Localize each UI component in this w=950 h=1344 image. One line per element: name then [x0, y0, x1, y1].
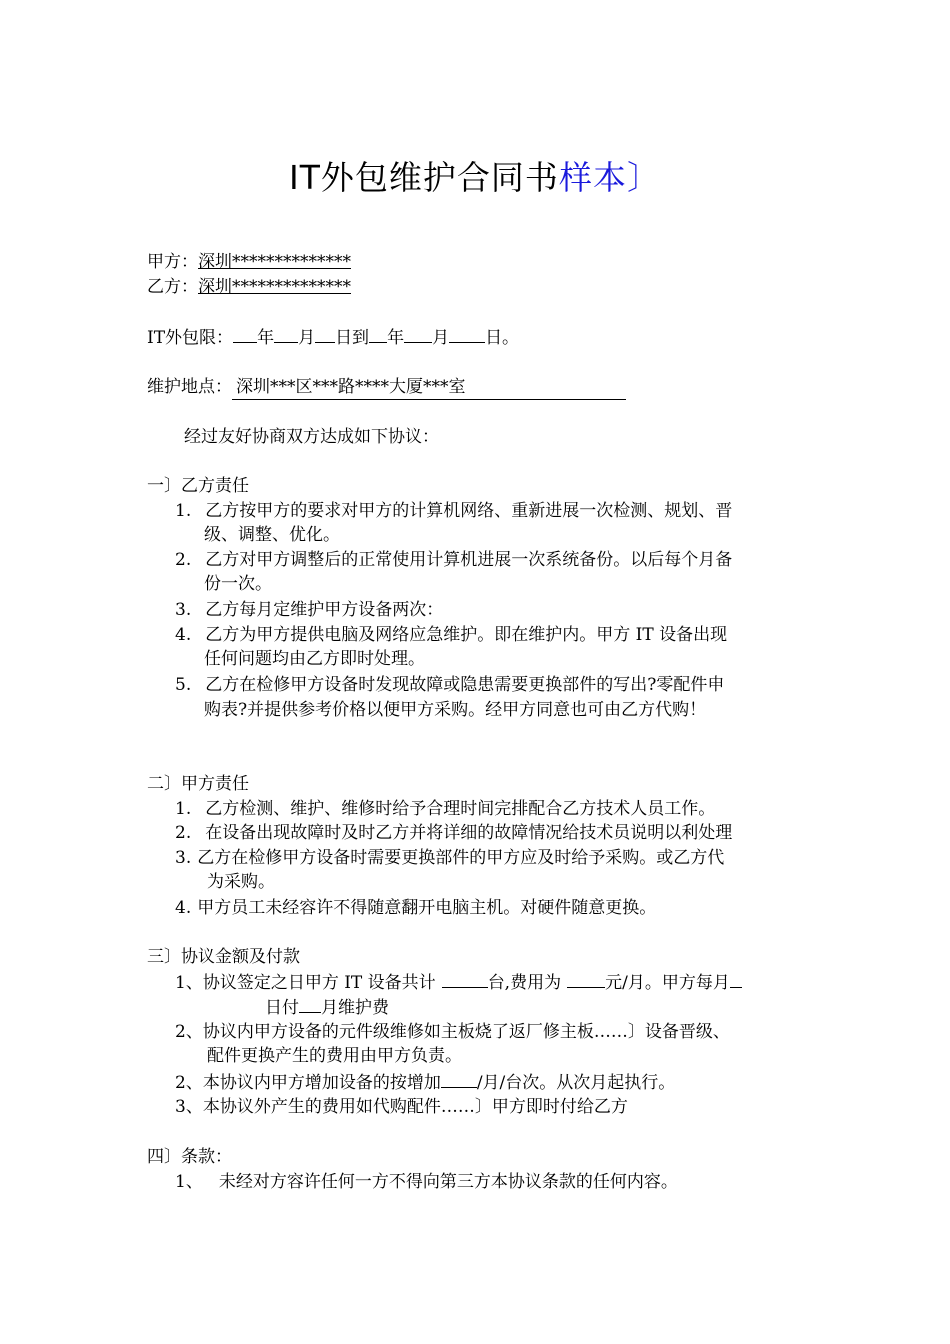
item-number: 2. [175, 823, 192, 843]
section1-item-1-cont: 级、调整、优化。 [204, 525, 340, 545]
item-number: 1、 [175, 1172, 203, 1192]
section1-item-5-cont: 购表?并提供参考价格以便甲方采购。经甲方同意也可由乙方代购！ [204, 700, 707, 720]
item-text: 乙方在检修甲方设备时发现故障或隐患需要更换部件的写出?零配件申 [205, 675, 725, 695]
intro-text: 经过友好协商双方达成如下协议： [184, 427, 439, 447]
section4-heading: 四〕条款： [147, 1147, 232, 1167]
section3-item-2: 2、协议内甲方设备的元件级维修如主板烧了返厂修主板……〕设备晋级、 [175, 1022, 730, 1042]
title-main: IT外包维护合同书 [289, 158, 559, 197]
party-b-line [147, 275, 351, 299]
item-text: 乙方检测、维护、维修时给予合理时间完排配合乙方技术人员工作。 [205, 799, 716, 819]
blank-field [730, 970, 742, 988]
item-text: 乙方每月定维护甲方设备两次： [205, 600, 444, 620]
section2-item-3 [175, 846, 724, 870]
section3-item-1 [175, 970, 742, 995]
item-number: 1. [175, 501, 192, 521]
party-b-name: 深圳************** [198, 277, 351, 297]
term-year: 年 [257, 328, 275, 348]
blank-field [299, 995, 321, 1013]
section3-item-3 [175, 1070, 675, 1095]
party-a-line [147, 250, 351, 274]
item-number: 4. [175, 898, 192, 918]
document-title [0, 152, 950, 199]
item-text: 甲方员工未经容许不得随意翻开电脑主机。对硬件随意更换。 [197, 898, 657, 918]
party-b-label: 乙方： [147, 277, 198, 297]
blank-field [442, 970, 488, 988]
item-number: 5. [175, 675, 192, 695]
item-text: 未经对方容许任何一方不得向第三方本协议条款的任何内容。 [218, 1172, 678, 1192]
section1-heading: 一〕乙方责任 [147, 476, 249, 496]
blank-field [441, 1070, 477, 1088]
item-number: 2. [175, 550, 192, 570]
item-text: 在设备出现故障时及时乙方并将详细的故障情况给技术员说明以利处理 [205, 823, 733, 843]
section1-item-1 [175, 499, 732, 523]
blank-field [233, 325, 257, 343]
section1-item-3 [175, 598, 443, 622]
blank-field [369, 325, 387, 343]
blank-field [449, 325, 485, 343]
blank-field [315, 325, 335, 343]
section1-item-5 [175, 673, 724, 697]
item-text: 台,费用为 [487, 973, 562, 993]
item-text: 乙方在检修甲方设备时需要更换部件的甲方应及时给予采购。或乙方代 [197, 848, 725, 868]
section1-item-4 [175, 623, 727, 647]
item-text: 乙方为甲方提供电脑及网络应急维护。即在维护内。甲方 IT 设备出现 [205, 625, 728, 645]
item-text: 1、协议签定之日甲方 IT 设备共计 [175, 973, 436, 993]
party-a-label: 甲方： [147, 252, 198, 272]
item-number: 4. [175, 625, 192, 645]
location-label: 维护地点： [147, 377, 232, 397]
item-text: 日付 [265, 998, 299, 1018]
term-line [147, 325, 519, 350]
section3-item-1-cont [265, 995, 389, 1020]
location-line [147, 375, 626, 400]
section3-heading: 三〕协议金额及付款 [147, 947, 300, 967]
item-number: 3. [175, 600, 192, 620]
party-a-name: 深圳************** [198, 252, 351, 272]
term-day-to: 日到 [335, 328, 370, 348]
item-number: 1. [175, 799, 192, 819]
section1-item-2-cont: 份一次。 [204, 574, 272, 594]
section3-item-2-cont: 配件更换产生的费用由甲方负责。 [207, 1046, 462, 1066]
title-highlight: 样本〕 [558, 158, 661, 197]
section2-item-4 [175, 896, 656, 920]
section3-item-4: 3、本协议外产生的费用如代购配件……〕甲方即时付给乙方 [175, 1097, 628, 1117]
term-day-end: 日。 [485, 328, 520, 348]
term-month: 月 [298, 328, 316, 348]
section2-heading: 二〕甲方责任 [147, 774, 249, 794]
blank-field [567, 970, 605, 988]
item-text: 2、本协议内甲方增加设备的按增加 [175, 1073, 441, 1093]
term-year: 年 [387, 328, 405, 348]
blank-field [274, 325, 298, 343]
section2-item-3-cont: 为采购。 [207, 872, 275, 892]
section1-item-4-cont: 任何问题均由乙方即时处理。 [204, 649, 425, 669]
item-text: 月维护费 [321, 998, 389, 1018]
item-text: 元/月。甲方每月 [605, 973, 730, 993]
term-month: 月 [432, 328, 450, 348]
item-text: /月/台次。从次月起执行。 [476, 1073, 676, 1093]
blank-field [404, 325, 432, 343]
section2-item-2 [175, 821, 732, 845]
item-text: 乙方对甲方调整后的正常使用计算机进展一次系统备份。以后每个月备 [205, 550, 733, 570]
section1-item-2 [175, 548, 732, 572]
section4-item-1 [175, 1170, 678, 1194]
term-label: IT外包限： [147, 328, 234, 348]
item-text: 乙方按甲方的要求对甲方的计算机网络、重新进展一次检测、规划、晋 [205, 501, 733, 521]
section2-item-1 [175, 797, 715, 821]
location-value: 深圳***区***路****大厦***室 [232, 375, 626, 400]
item-number: 3. [175, 848, 192, 868]
